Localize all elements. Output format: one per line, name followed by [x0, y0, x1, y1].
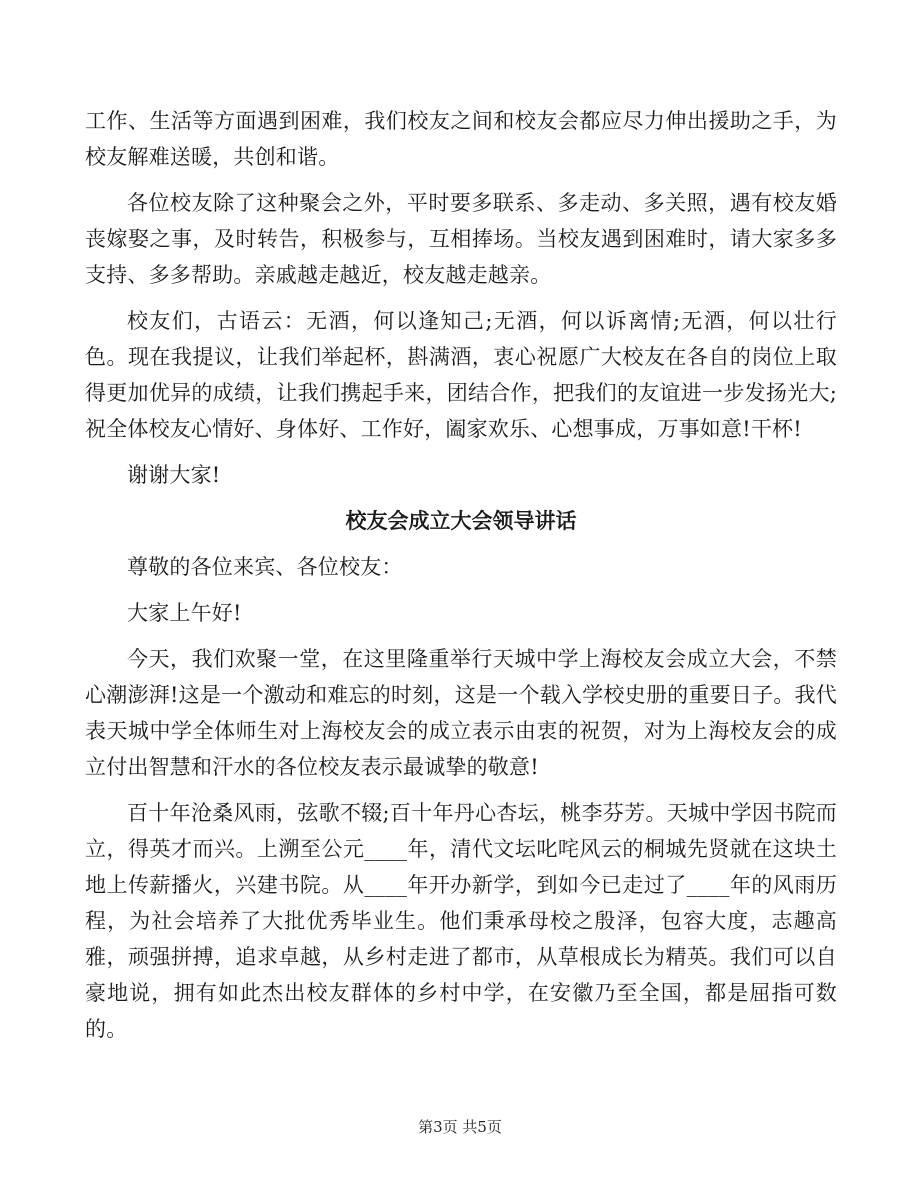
section-title: 校友会成立大会领导讲话	[345, 508, 577, 533]
page-number-footer: 第3页 共5页	[418, 1118, 502, 1136]
paragraph: 工作、生活等方面遇到困难，我们校友之间和校友会都应尽力伸出援助之手，为校友解难送暖，共创和谐。	[85, 109, 837, 169]
paragraph: 各位校友除了这种聚会之外，平时要多联系、多走动、多关照，遇有校友婚丧嫁娶之事，及时转告，积极参与，互相捧场。当校友遇到困难时，请大家多多支持、多多帮助。亲戚越走越近，校友越走越亲。	[85, 191, 837, 287]
document-body	[85, 103, 837, 1057]
paragraph: 校友们，古语云：无酒，何以逢知己;无酒，何以诉离情;无酒，何以壮行色。现在我提议，让我们举起杯，斟满酒，衷心祝愿广大校友在各自的岗位上取得更加优异的成绩，让我们携起手来，团结合作，把我们的友谊进一步发扬光大;祝全体校友心情好、身体好、工作好，阖家欢乐、心想事成，万事如意!干杯!	[85, 309, 837, 441]
paragraph: 大家上午好!	[127, 601, 242, 625]
paragraph: 谢谢大家!	[127, 463, 221, 487]
paragraph: 百十年沧桑风雨，弦歌不辍;百十年丹心杏坛，桃李芬芳。天城中学因书院而立，得英才而兴。上溯至公元____年，清代文坛叱咤风云的桐城先贤就在这块土地上传薪播火，兴建书院。从____年开办新学，到如今已走过了____年的风雨历程，为社会培养了大批优秀毕业生。他们秉承母校之殷泽，包容大度，志趣高雅，顽强拼搏，追求卓越，从乡村走进了都市，从草根成长为精英。我们可以自豪地说，拥有如此杰出校友群体的乡村中学，在安徽乃至全国，都是屈指可数的。	[85, 801, 837, 1041]
paragraph: 尊敬的各位来宾、各位校友：	[127, 555, 403, 579]
paragraph: 今天，我们欢聚一堂，在这里隆重举行天城中学上海校友会成立大会，不禁心潮澎湃!这是一个激动和难忘的时刻，这是一个载入学校史册的重要日子。我代表天城中学全体师生对上海校友会的成立表示由衷的祝贺，对为上海校友会的成立付出智慧和汗水的各位校友表示最诚挚的敬意!	[85, 647, 837, 779]
